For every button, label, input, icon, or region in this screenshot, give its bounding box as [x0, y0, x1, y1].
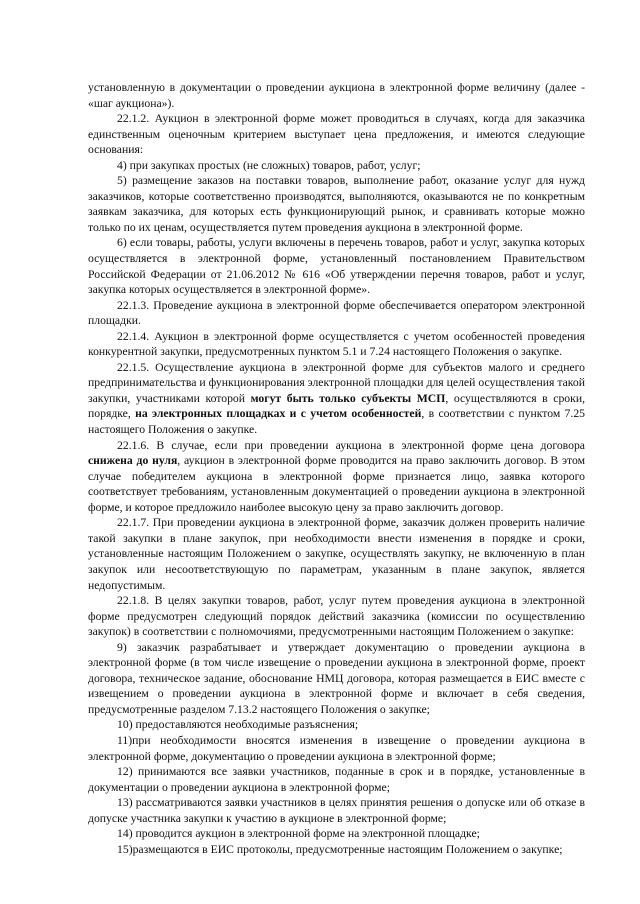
paragraph: [88, 329, 585, 360]
paragraph: [88, 826, 585, 842]
text-run: , в соответствии с пунктом 7.25 настоящего Положения о закупке.: [88, 407, 586, 437]
paragraph: [88, 111, 585, 158]
paragraph: [88, 593, 585, 640]
text-run: , осуществляются в сроки, порядке,: [88, 391, 586, 421]
paragraph: [88, 438, 585, 516]
paragraph: [88, 795, 585, 826]
text-run: установленную в документации о проведении аукциона в электронной форме величину (далее - «шаг аукциона»).: [88, 81, 585, 110]
paragraph: [88, 80, 585, 111]
paragraph: [88, 360, 585, 438]
text-run: 22.1.7. При проведении аукциона в электронной форме, заказчик должен проверить наличие такой закупки в плане закупок, при необходимости внести изменения в порядке и сроки, установленные настоящим Положением о закупке, осуществлять закупку, не включенную в план закупок или несоответствующую по параметрам, указанным в плане закупок, является недопустимым.: [88, 516, 585, 592]
text-run: 14) проводится аукцион в электронной форме на электронной площадке;: [117, 827, 480, 841]
text-run: 13) рассматриваются заявки участников в целях принятия решения о допуске или об отказе в допуске участника закупки к участию в аукционе в электронной форме;: [88, 796, 585, 825]
text-run: 5) размещение заказов на поставки товаров, выполнение работ, оказание услуг для нужд заказчиков, которые соответственно производятся, выполняются, оказываются не по конкретным заявкам заказчика, для которых есть функционирующий рынок, и сравнивать которые можно только по их ценам, осуществляется путем проведения аукциона в электронной форме.: [88, 174, 585, 234]
document-page: [88, 80, 585, 857]
paragraph: [88, 733, 585, 764]
text-run: 22.1.6. В случае, если при проведении аукциона в электронной форме цена договора: [117, 438, 585, 452]
bold-text: снижена до нуля: [88, 454, 178, 468]
paragraph: [88, 235, 585, 297]
text-run: 6) если товары, работы, услуги включены в перечень товаров, работ и услуг, закупка которых осуществляется в электронной форме, установленный постановлением Правительством Российской Федерации от 21.06.2012 № 616 «Об утверждении перечня товаров, работ и услуг, закупка которых осуществляется в электронной форме».: [88, 236, 585, 297]
text-run: 15)размещаются в ЕИС протоколы, предусмотренные настоящим Положением о закупке;: [117, 842, 563, 856]
text-run: 9) заказчик разрабатывает и утверждает документацию о проведении аукциона в электронной форме (в том числе извещение о проведении аукциона в электронной форме, проект договора, техническое задание, обоснование НМЦ договора, которая размещается в ЕИС вместе с извещением о проведении аукциона в электронной форме и включает в себя сведения, предусмотренные разделом 7.13.2 настоящего Положения о закупке;: [88, 640, 585, 716]
paragraph: [88, 515, 585, 593]
paragraph: [88, 717, 585, 733]
paragraph: [88, 764, 585, 795]
text-run: 22.1.4. Аукцион в электронной форме осуществляется с учетом особенностей проведения конкурентной закупки, предусмотренных пунктом 5.1 и 7.24 настоящего Положения о закупке.: [88, 329, 585, 359]
text-run: 22.1.2. Аукцион в электронной форме может проводиться в случаях, когда для заказчика единственным оценочным критерием выступает цена предложения, и имеются следующие основания:: [88, 112, 585, 157]
paragraph: [88, 842, 585, 858]
bold-text: могут быть только субъекты МСП: [250, 391, 446, 405]
text-run: 22.1.8. В целях закупки товаров, работ, услуг путем проведения аукциона в электронной форме предусмотрен следующий порядок действий заказчика (комиссии по осуществлению закупок) в соответствии с полномочиями, предусмотренными настоящим Положением о закупке:: [88, 594, 585, 639]
bold-text: на электронных площадках и с учетом особенностей: [135, 407, 422, 421]
paragraph: [88, 173, 585, 235]
paragraph: [88, 158, 585, 174]
text-run: , аукцион в электронной форме проводится на право заключить договор. В этом случае победителем аукциона в электронной форме признается лицо, заявка которого соответствует требованиям, установленным документацией о проведении аукциона в электронной форме, и которое предложило наиболее высокую цену за право заключить договор.: [88, 454, 585, 514]
text-run: 10) предоставляются необходимые разъяснения;: [117, 718, 359, 732]
text-run: 22.1.3. Проведение аукциона в электронной форме обеспечивается оператором электронной площадки.: [88, 298, 585, 328]
text-run: 11)при необходимости вносятся изменения в извещение о проведении аукциона в электронной форме, документацию о проведении аукциона в электронной форме;: [88, 733, 585, 763]
text-run: 4) при закупках простых (не сложных) товаров, работ, услуг;: [117, 158, 421, 172]
paragraph: [88, 640, 585, 718]
text-run: 12) принимаются все заявки участников, поданные в срок и в порядке, установленные в документации о проведении аукциона в электронной форме;: [88, 765, 585, 794]
text-run: 22.1.5. Осуществление аукциона в электронной форме для субъектов малого и среднего предпринимательства и функционирования электронной площадки для целей осуществления такой закупки, участниками которой: [88, 360, 585, 405]
paragraph: [88, 298, 585, 329]
